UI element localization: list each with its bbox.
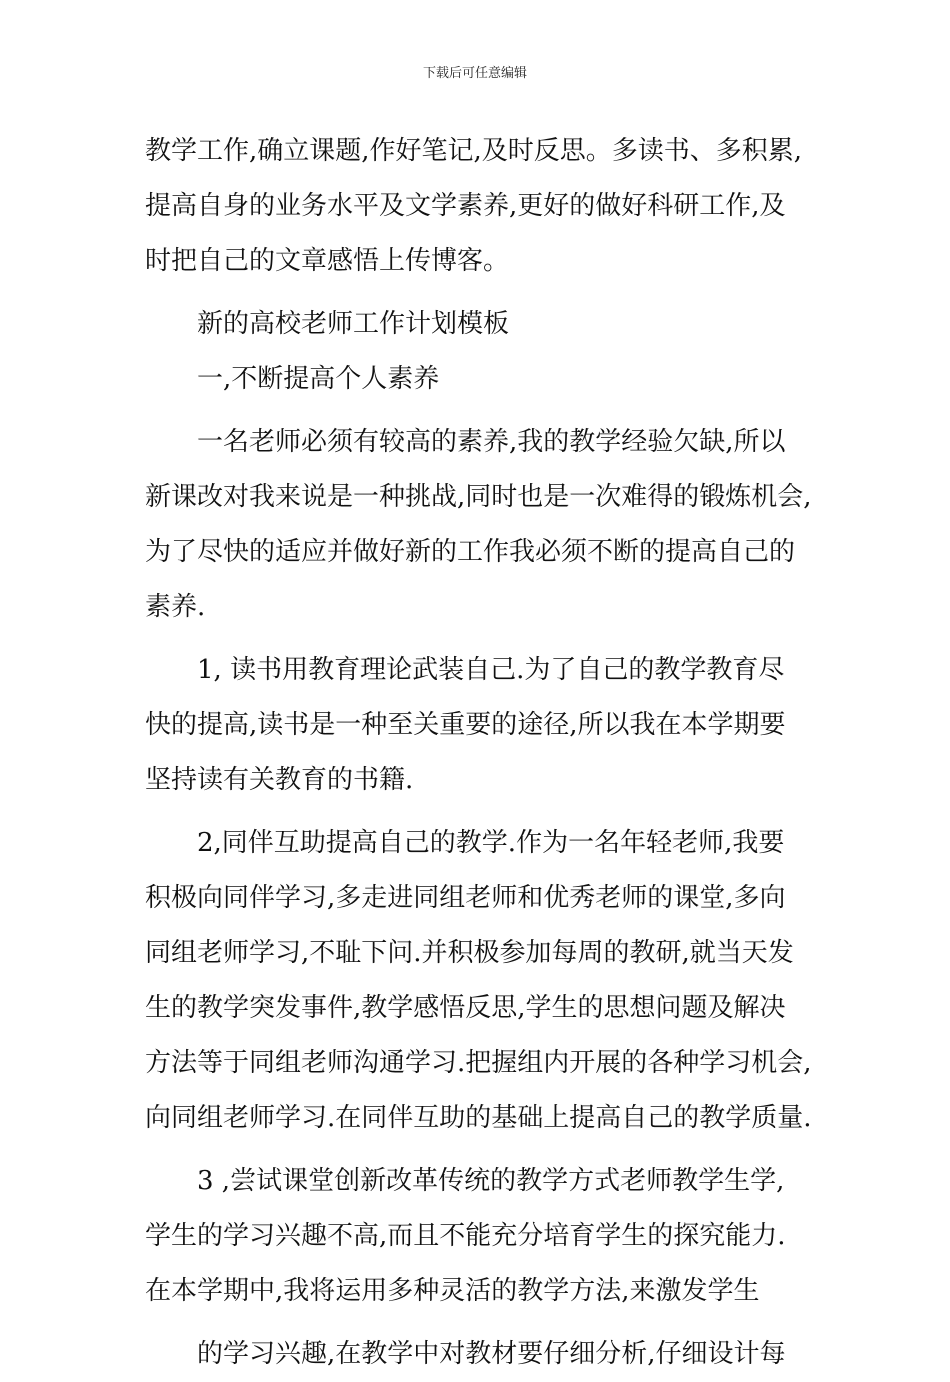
paragraph-line: 的学习兴趣,在教学中对教材要仔细分析,仔细设计每 xyxy=(197,1339,786,1369)
paragraph-line: 坚持读有关教育的书籍. xyxy=(145,765,414,795)
paragraph-line: 积极向同伴学习,多走进同组老师和优秀老师的课堂,多向 xyxy=(145,883,786,913)
page-header: 下载后可任意编辑 xyxy=(422,66,527,81)
paragraph-line: 向同组老师学习.在同伴互助的基础上提高自己的教学质量. xyxy=(145,1103,812,1133)
text-line: 时把自己的文章感悟上传博客。 xyxy=(145,246,510,276)
text-line: 教学工作,确立课题,作好笔记,及时反思。多读书、多积累, xyxy=(145,136,803,166)
document-body xyxy=(145,124,817,1382)
paragraph-line: 在本学期中,我将运用多种灵活的教学方法,来激发学生 xyxy=(145,1276,760,1306)
paragraph-line: 素养. xyxy=(145,592,206,622)
list-item-2: 2,同伴互助提高自己的教学.作为一名年轻老师,我要 xyxy=(197,828,785,858)
section-heading: 一,不断提高个人素养 xyxy=(197,364,440,394)
paragraph-line: 学生的学习兴趣不高,而且不能充分培育学生的探究能力. xyxy=(145,1221,786,1251)
list-item-1: 1, 读书用教育理论武装自己.为了自己的教学教育尽 xyxy=(197,655,785,685)
text-line: 提高自身的业务水平及文学素养,更好的做好科研工作,及 xyxy=(145,191,786,221)
list-item-3: 3 ,尝试课堂创新改革传统的教学方式老师教学生学, xyxy=(197,1166,785,1196)
paragraph-line: 快的提高,读书是一种至关重要的途径,所以我在本学期要 xyxy=(145,710,786,740)
paragraph-line: 为了尽快的适应并做好新的工作我必须不断的提高自己的 xyxy=(145,537,796,567)
paragraph-line: 生的教学突发事件,教学感悟反思,学生的思想问题及解决 xyxy=(145,993,786,1023)
paragraph-line: 方法等于同组老师沟通学习.把握组内开展的各种学习机会, xyxy=(145,1048,812,1078)
paragraph-line: 一名老师必须有较高的素养,我的教学经验欠缺,所以 xyxy=(197,427,786,457)
section-title: 新的高校老师工作计划模板 xyxy=(197,309,510,339)
paragraph-line: 同组老师学习,不耻下问.并积极参加每周的教研,就当天发 xyxy=(145,938,794,968)
paragraph-line: 新课改对我来说是一种挑战,同时也是一次难得的锻炼机会, xyxy=(145,482,812,512)
